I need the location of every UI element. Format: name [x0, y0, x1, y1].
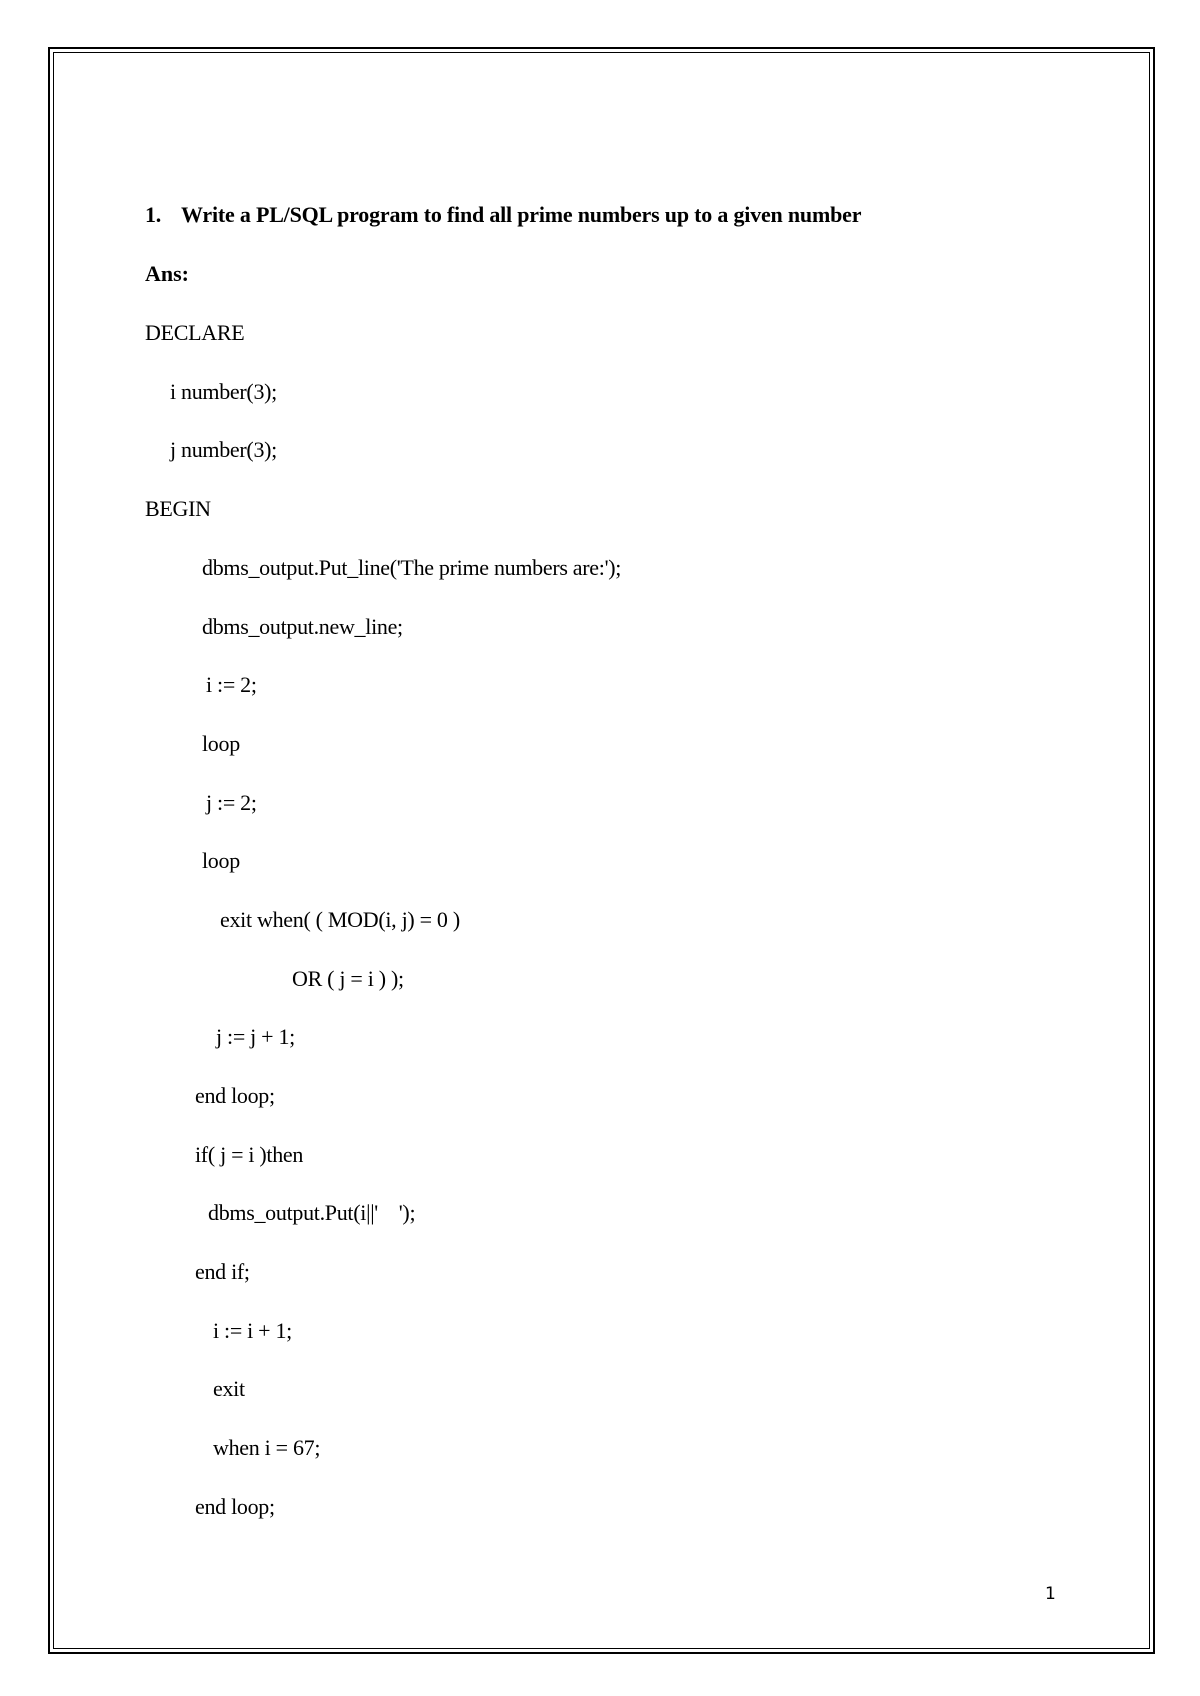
code-line: DECLARE	[145, 320, 245, 345]
code-line: BEGIN	[145, 496, 211, 521]
code-line: end loop;	[195, 1083, 275, 1108]
code-line: loop	[202, 731, 240, 756]
code-line: dbms_output.Put_line('The prime numbers are:');	[202, 555, 622, 580]
code-line: end if;	[195, 1259, 250, 1284]
question-number: 1.	[145, 202, 162, 227]
code-line: i := i + 1;	[213, 1318, 292, 1343]
code-line: dbms_output.new_line;	[202, 614, 403, 639]
answer-label: Ans:	[145, 261, 190, 286]
code-line: exit when( ( MOD(i, j) = 0 )	[220, 907, 460, 932]
code-line: i := 2;	[206, 672, 257, 697]
question-text: Write a PL/SQL program to find all prime numbers up to a given number	[181, 202, 862, 227]
page-number: 1	[1045, 1584, 1056, 1604]
code-line: j := j + 1;	[216, 1024, 295, 1049]
question-heading	[145, 202, 861, 228]
code-line: j := 2;	[206, 790, 257, 815]
code-line: when i = 67;	[213, 1435, 321, 1460]
code-line: exit	[213, 1376, 245, 1401]
code-line: if( j = i )then	[195, 1142, 304, 1167]
code-line: j number(3);	[170, 437, 277, 462]
code-line: OR ( j = i ) );	[292, 966, 404, 991]
code-line: end loop;	[195, 1494, 275, 1519]
code-line: dbms_output.Put(i||' ');	[208, 1200, 416, 1225]
code-line: i number(3);	[170, 379, 277, 404]
code-line: loop	[202, 848, 240, 873]
